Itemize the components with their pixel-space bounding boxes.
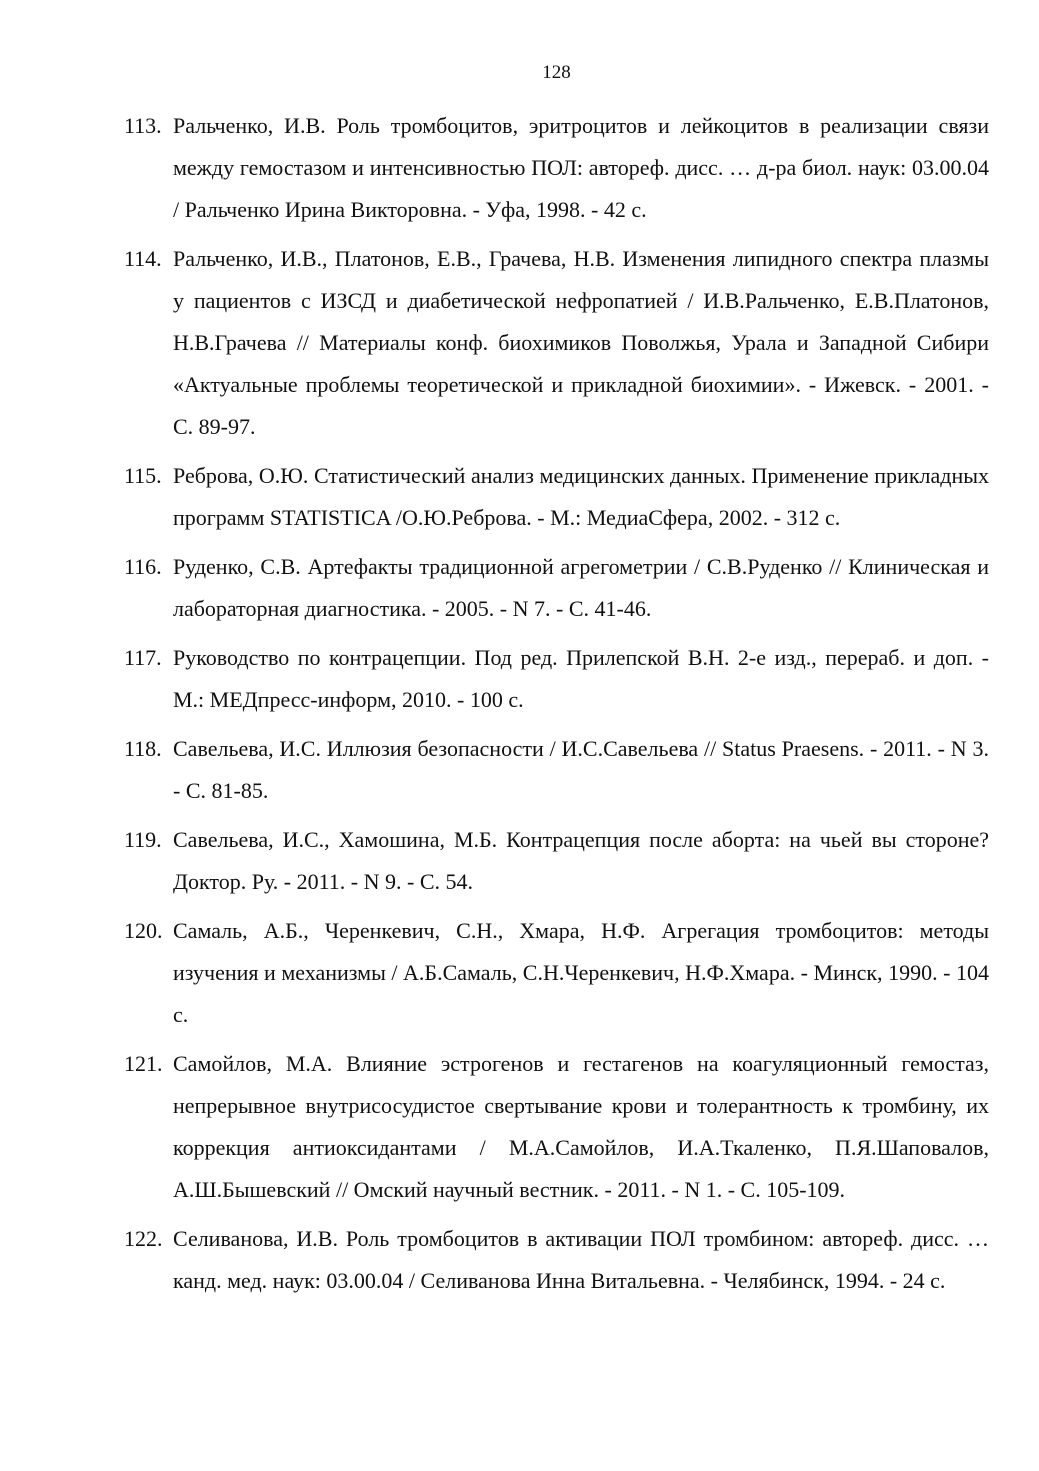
- reference-text: Руденко, С.В. Артефакты традиционной агрегометрии / С.В.Руденко // Клиническая и лабораторная диагностика. - 2005. - N 7. - С. 41-46.: [173, 554, 989, 621]
- reference-number: 117.: [124, 645, 162, 670]
- reference-item: [0, 1218, 1039, 1302]
- reference-list: [0, 105, 1039, 1309]
- page-number: 128: [542, 62, 571, 83]
- reference-number: 113.: [124, 113, 162, 138]
- reference-item: [0, 105, 1039, 231]
- reference-text: Руководство по контрацепции. Под ред. Прилепской В.Н. 2-е изд., перераб. и доп. - М.: МЕДпресс-информ, 2010. - 100 с.: [173, 645, 989, 712]
- reference-text: Савельева, И.С., Хамошина, М.Б. Контрацепция после аборта: на чьей вы стороне? Доктор. Ру. - 2011. - N 9. - С. 54.: [173, 827, 989, 894]
- reference-number: 122.: [124, 1226, 163, 1251]
- reference-text: Самойлов, М.А. Влияние эстрогенов и гестагенов на коагуляционный гемостаз, непрерывное внутрисосудистое свертывание крови и толерантность к тромбину, их коррекция антиоксидантами / М.А.Самойлов, И.А.Ткаленко, П.Я.Шаповалов, А.Ш.Бышевский // Омский научный вестник. - 2011. - N 1. - С. 105-109.: [173, 1051, 989, 1202]
- reference-text: Савельева, И.С. Иллюзия безопасности / И.С.Савельева // Status Praesens. - 2011. - N 3. - С. 81-85.: [173, 736, 989, 803]
- reference-text: Реброва, О.Ю. Статистический анализ медицинских данных. Применение прикладных программ STATISTICA /О.Ю.Реброва. - М.: МедиаСфера, 2002. - 312 с.: [173, 463, 989, 530]
- reference-number: 121.: [124, 1051, 163, 1076]
- reference-item: [0, 546, 1039, 630]
- reference-item: [0, 238, 1039, 448]
- reference-item: [0, 910, 1039, 1036]
- reference-text: Ральченко, И.В., Платонов, Е.В., Грачева, Н.В. Изменения липидного спектра плазмы у пациентов с ИЗСД и диабетической нефропатией / И.В.Ральченко, Е.В.Платонов, Н.В.Грачева // Материалы конф. биохимиков Поволжья, Урала и Западной Сибири «Актуальные проблемы теоретической и прикладной биохимии». - Ижевск. - 2001. - С. 89-97.: [173, 246, 989, 439]
- reference-text: Селиванова, И.В. Роль тромбоцитов в активации ПОЛ тромбином: автореф. дисс. … канд. мед. наук: 03.00.04 / Селиванова Инна Витальевна. - Челябинск, 1994. - 24 с.: [173, 1226, 989, 1293]
- reference-text: Самаль, А.Б., Черенкевич, С.Н., Хмара, Н.Ф. Агрегация тромбоцитов: методы изучения и механизмы / А.Б.Самаль, С.Н.Черенкевич, Н.Ф.Хмара. - Минск, 1990. - 104 с.: [173, 918, 989, 1027]
- reference-number: 120.: [124, 918, 163, 943]
- reference-item: [0, 819, 1039, 903]
- reference-text: Ральченко, И.В. Роль тромбоцитов, эритроцитов и лейкоцитов в реализации связи между гемостазом и интенсивностью ПОЛ: автореф. дисс. … д-ра биол. наук: 03.00.04 / Ральченко Ирина Викторовна. - Уфа, 1998. - 42 с.: [173, 113, 989, 222]
- reference-item: [0, 637, 1039, 721]
- reference-number: 115.: [124, 463, 162, 488]
- reference-number: 114.: [124, 246, 162, 271]
- reference-item: [0, 728, 1039, 812]
- reference-number: 116.: [124, 554, 162, 579]
- reference-number: 119.: [124, 827, 162, 852]
- reference-number: 118.: [124, 736, 162, 761]
- reference-item: [0, 1043, 1039, 1211]
- reference-item: [0, 455, 1039, 539]
